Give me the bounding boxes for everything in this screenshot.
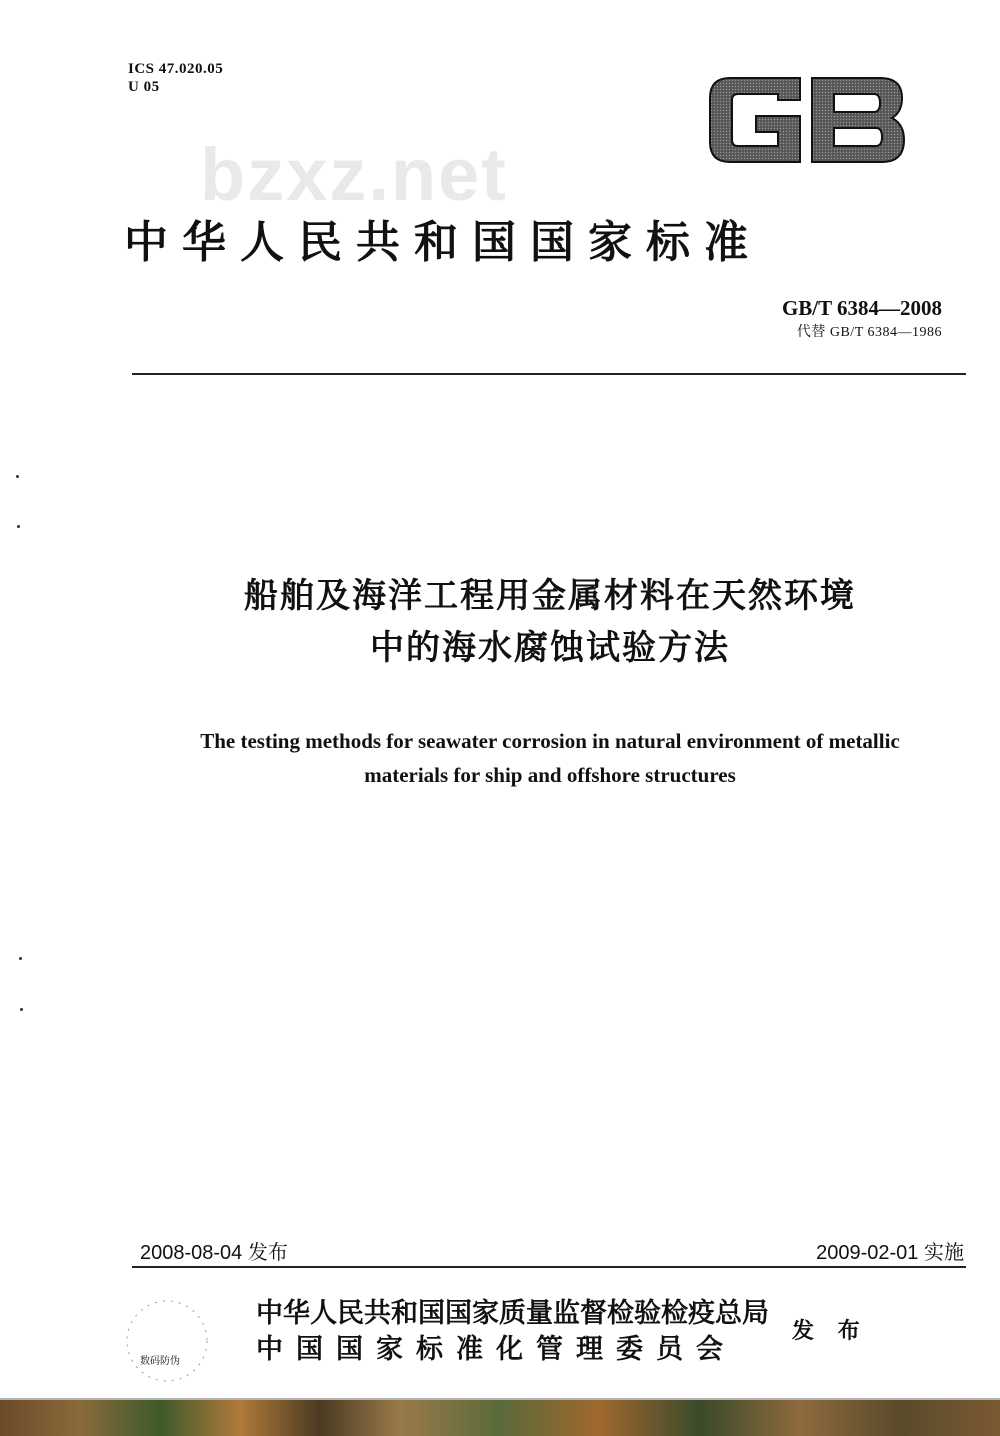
- watermark: bzxz.net: [200, 133, 508, 216]
- chinese-title-line-2: 中的海水腐蚀试验方法: [370, 628, 730, 668]
- replaces-standard: 代替 GB/T 6384—1986: [796, 325, 942, 340]
- implementation-date: 2009-02-01 实施: [816, 1242, 964, 1264]
- national-standard-heading: 中华人民共和国国家标准: [124, 217, 762, 268]
- background-photo-strip: [0, 1400, 1000, 1436]
- classification-codes: [128, 60, 223, 96]
- margin-dot: [20, 1008, 23, 1011]
- margin-dot: [19, 957, 22, 960]
- organization-sac: 中国国家标准化管理委员会: [256, 1334, 736, 1365]
- english-title-line-1: The testing methods for seawater corrosion in natural environment of metallic: [200, 729, 900, 753]
- publish-label: 发 布: [792, 1319, 868, 1344]
- footer-divider: [132, 1266, 966, 1268]
- english-title: [140, 724, 960, 792]
- issue-date: 2008-08-04 发布: [140, 1242, 288, 1264]
- header-divider: [132, 373, 966, 375]
- chinese-title: [100, 570, 1000, 674]
- publishing-organizations: [256, 1296, 769, 1368]
- english-title-line-2: materials for ship and offshore structures: [364, 763, 736, 787]
- organization-aqsiq: 中华人民共和国国家质量监督检验检疫总局: [256, 1298, 769, 1329]
- margin-dot: [17, 525, 20, 528]
- chinese-title-line-1: 船舶及海洋工程用金属材料在天然环境: [244, 576, 856, 616]
- standard-code: GB/T 6384—2008: [781, 296, 942, 320]
- anti-counterfeit-seal-icon: [122, 1296, 212, 1386]
- seal-label: 数码防伪: [140, 1356, 180, 1367]
- gb-logo: [704, 70, 910, 170]
- ics-code: ICS 47.020.05: [128, 61, 224, 77]
- standard-number-block: [782, 296, 942, 341]
- u-code: U 05: [128, 79, 160, 95]
- margin-dot: [16, 475, 19, 478]
